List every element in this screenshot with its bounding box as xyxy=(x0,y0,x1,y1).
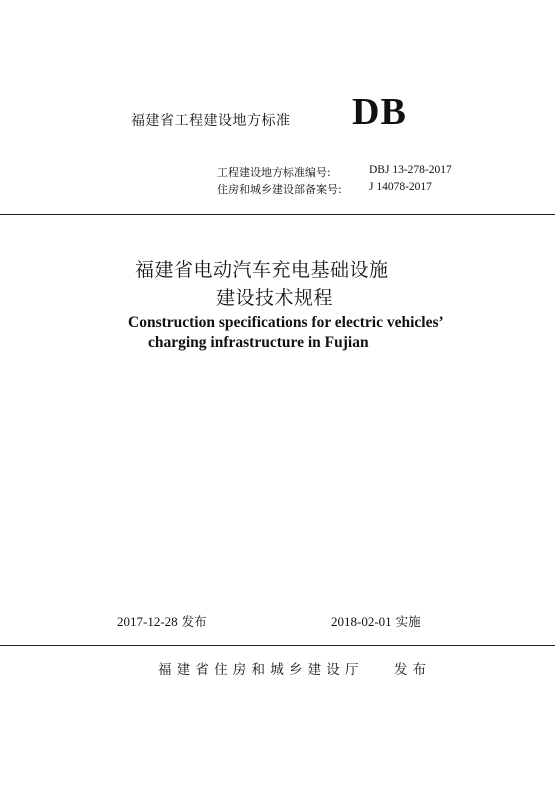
standard-category: 福建省工程建设地方标准 xyxy=(131,113,291,129)
publish-date-block xyxy=(117,612,207,630)
record-number-label: 住房和城乡建设部备案号: xyxy=(217,183,342,196)
implement-date-block xyxy=(331,612,421,630)
db-mark: DB xyxy=(352,91,407,133)
top-divider xyxy=(0,214,555,215)
title-en-line2: charging infrastructure in Fujian xyxy=(148,334,369,351)
record-number-value: J 14078-2017 xyxy=(369,181,432,193)
title-cn-line1: 福建省电动汽车充电基础设施 xyxy=(135,259,389,281)
issuer: 福建省住房和城乡建设厅 xyxy=(158,662,364,678)
publish-label: 发布 xyxy=(181,614,207,629)
bottom-divider xyxy=(0,645,555,646)
standard-number-value: DBJ 13-278-2017 xyxy=(369,164,452,176)
issuer-action: 发布 xyxy=(394,662,431,678)
title-en-line1: Construction specifications for electric vehicles’ xyxy=(128,314,444,331)
title-cn-line2: 建设技术规程 xyxy=(216,287,334,309)
implement-label: 实施 xyxy=(395,614,421,629)
standard-number-label: 工程建设地方标准编号: xyxy=(217,166,331,179)
publish-date: 2017-12-28 xyxy=(117,614,178,629)
implement-date: 2018-02-01 xyxy=(331,614,392,629)
